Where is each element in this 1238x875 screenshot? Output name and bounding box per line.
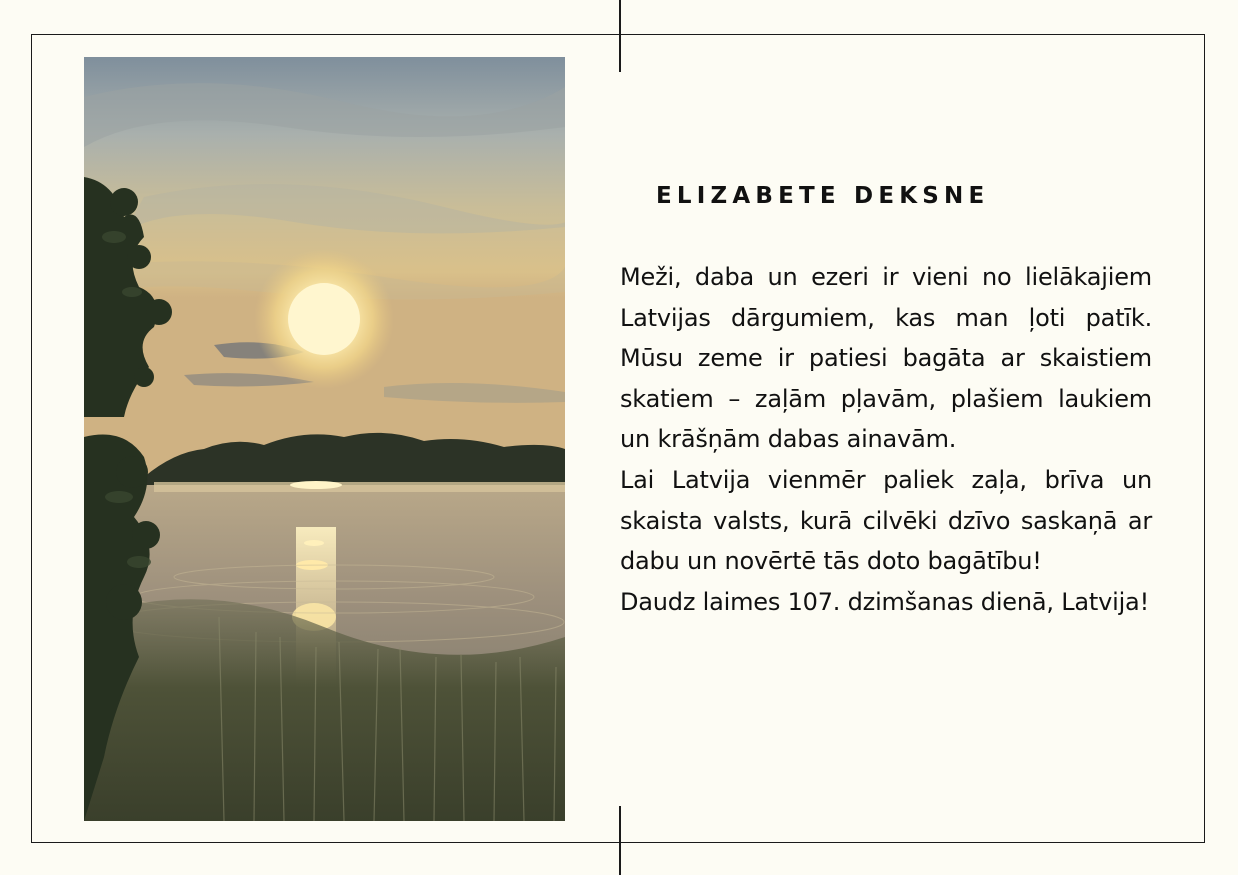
divider-line-top	[619, 0, 621, 72]
paragraph-greeting: Daudz laimes 107. dzimšanas dienā, Latvija!	[620, 587, 1149, 616]
divider-line-bottom	[619, 806, 621, 875]
author-name: ELIZABETE DEKSNE	[656, 183, 990, 209]
paragraph-wish: Lai Latvija vienmēr paliek zaļa, brīva un skaista valsts, kurā cilvēki dzīvo saskaņā ar dabu un novērtē tās doto bagātību!	[620, 465, 1152, 576]
body-text	[620, 257, 1152, 622]
sunset-lake-photo	[84, 57, 565, 821]
paragraph-nature: Meži, daba un ezeri ir vieni no lielākajiem Latvijas dārgumiem, kas man ļoti patīk. Mūsu zeme ir patiesi bagāta ar skaistiem skatiem – zaļām pļavām, plašiem laukiem un krāšņām dabas ainavām.	[620, 263, 1152, 454]
